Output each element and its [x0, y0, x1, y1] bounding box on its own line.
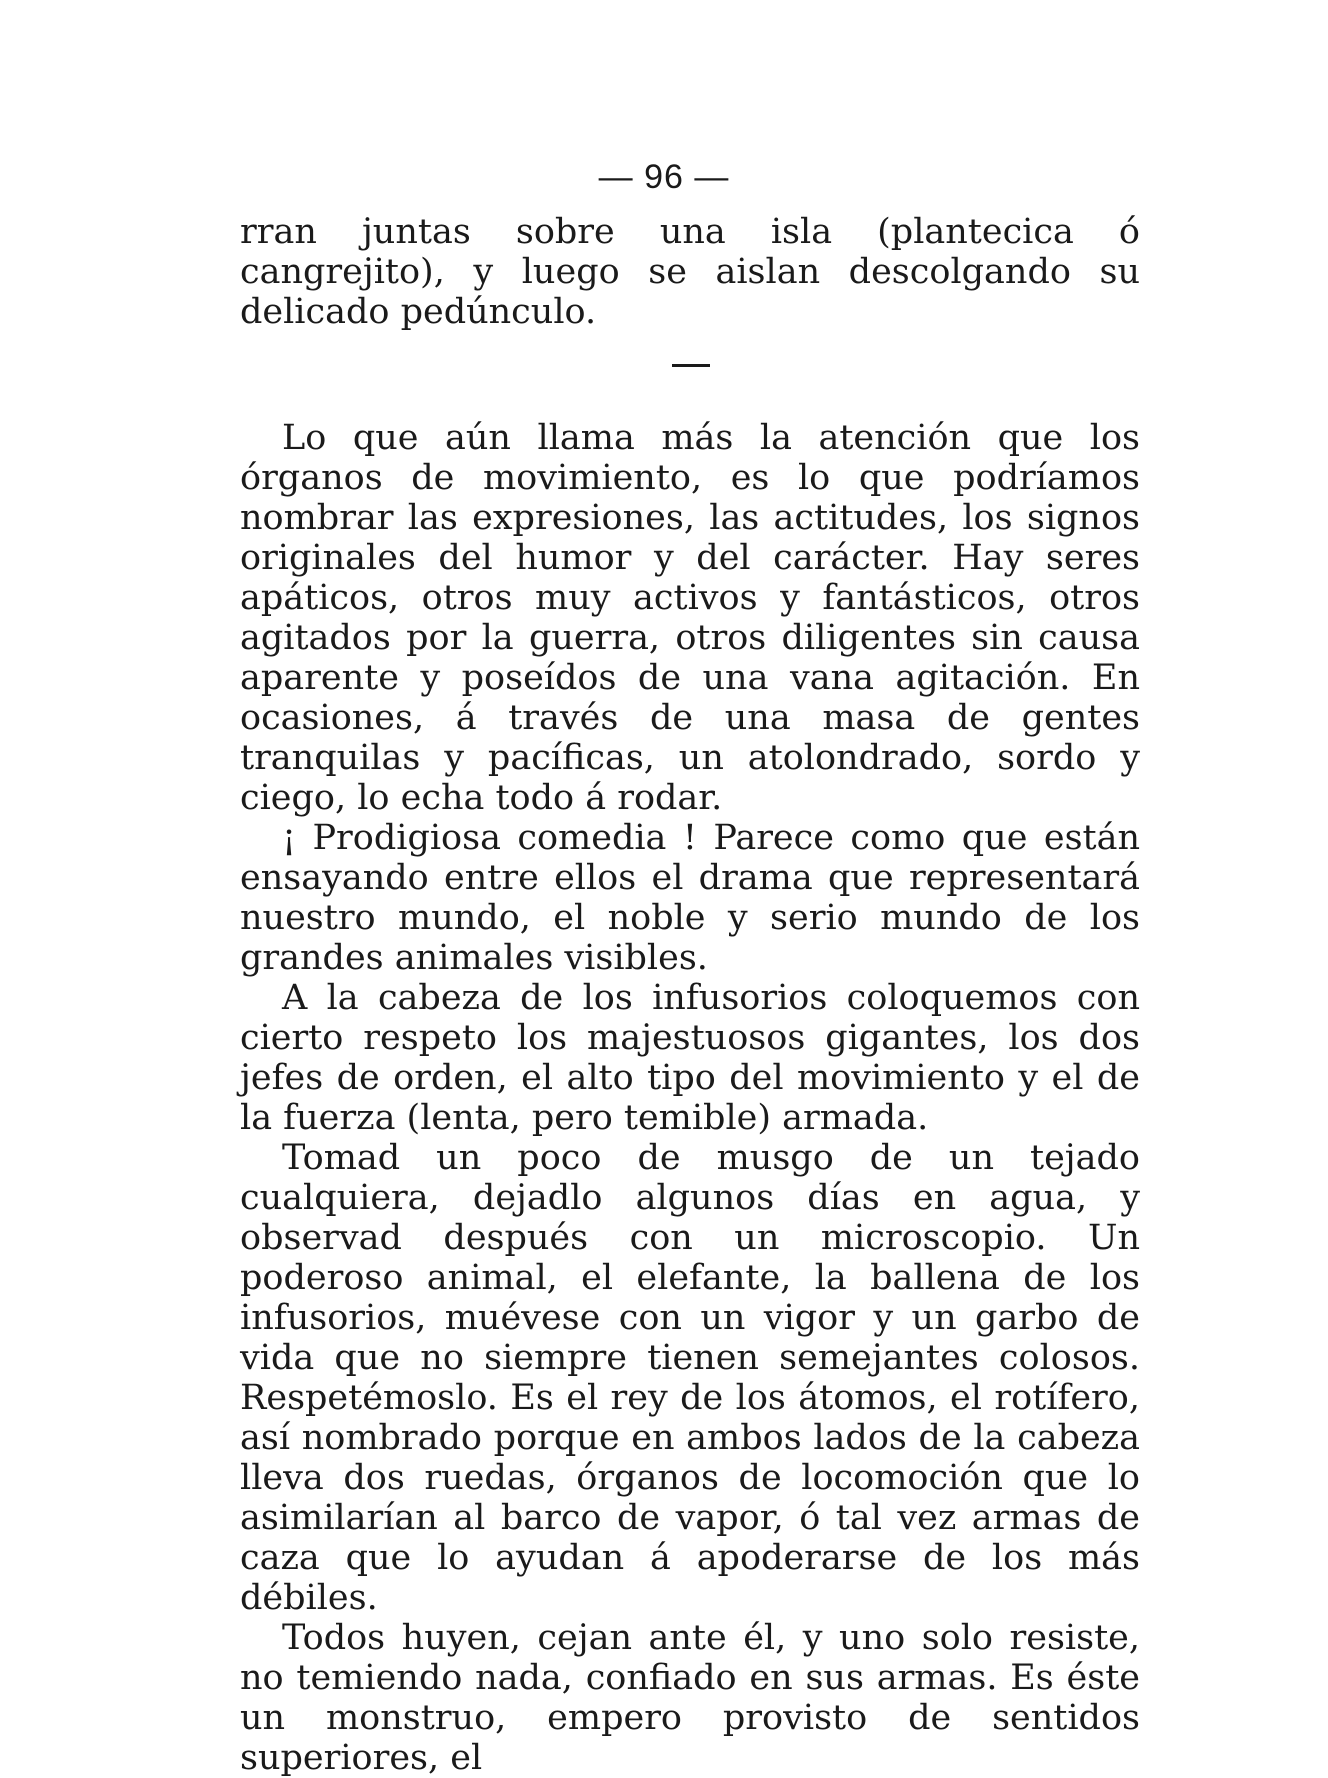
section-separator — [672, 364, 710, 367]
continued-paragraph: rran juntas sobre una isla (plantecica ó cangrejito), y luego se aislan descolgando su delicado pedúnculo. — [240, 212, 1140, 332]
paragraph-2: ¡ Prodigiosa comedia ! Parece como que están ensayando entre ellos el drama que representará nuestro mundo, el noble y serio mundo de los grandes animales visibles. — [240, 818, 1140, 978]
continued-paragraph-block — [240, 212, 1140, 332]
paragraph-1: Lo que aún llama más la atención que los órganos de movimiento, es lo que podríamos nombrar las expresiones, las actitudes, los signos originales del humor y del carácter. Hay seres apáticos, otros muy activos y fantásticos, otros agitados por la guerra, otros diligentes sin causa aparente y poseídos de una vana agitación. En ocasiones, á través de una masa de gentes tranquilas y pacíficas, un atolondrado, sordo y ciego, lo echa todo á rodar. — [240, 418, 1140, 818]
paragraph-5: Todos huyen, cejan ante él, y uno solo resiste, no temiendo nada, confiado en sus armas. Es éste un monstruo, empero provisto de sentidos superiores, el — [240, 1618, 1140, 1778]
body-text — [240, 418, 1140, 1778]
paragraph-4: Tomad un poco de musgo de un tejado cualquiera, dejadlo algunos días en agua, y observad después con un microscopio. Un poderoso animal, el elefante, la ballena de los infusorios, muévese con un vigor y un garbo de vida que no siempre tienen semejantes colosos. Respetémoslo. Es el rey de los átomos, el rotífero, así nombrado porque en ambos lados de la cabeza lleva dos ruedas, órganos de locomoción que lo asimilarían al barco de vapor, ó tal vez armas de caza que lo ayudan á apoderarse de los más débiles. — [240, 1138, 1140, 1618]
paragraph-3: A la cabeza de los infusorios coloquemos con cierto respeto los majestuosos gigantes, los dos jefes de orden, el alto tipo del movimiento y el de la fuerza (lenta, pero temible) armada. — [240, 978, 1140, 1138]
page-number: — 96 — — [598, 158, 730, 196]
